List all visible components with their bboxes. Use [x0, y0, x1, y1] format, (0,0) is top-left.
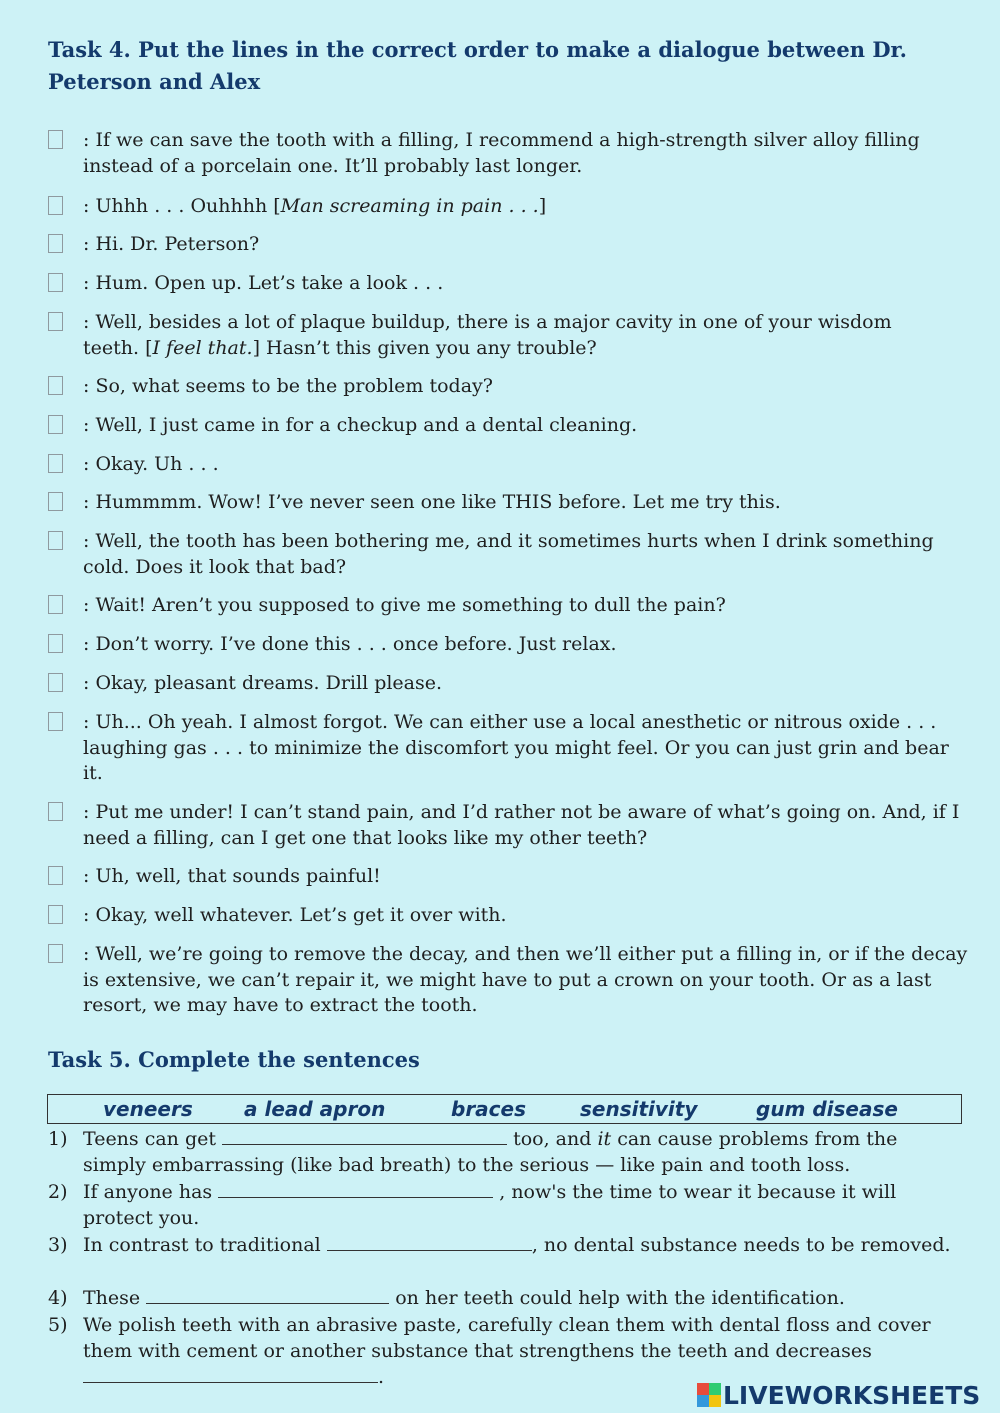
dialogue-text: : Okay. Uh . . . [83, 453, 219, 475]
dialogue-text: : Don’t worry. I’ve done this . . . once before. Just relax. [83, 633, 617, 655]
order-checkbox[interactable] [48, 492, 63, 511]
dialogue-text: : Uh... Oh yeah. I almost forgot. We can either use a local anesthetic or nitrous oxide . . . laughing gas . . . to minimize the discomfort you might feel. Or you can just grin and bear it. [83, 711, 949, 784]
sentence-text: We polish teeth with an abrasive paste, carefully clean them with dental floss and cover them with cement or another substance that strengthens the teeth and decreases . [83, 1314, 931, 1388]
order-checkbox[interactable] [48, 130, 63, 149]
order-checkbox[interactable] [48, 712, 63, 731]
answer-blank[interactable] [222, 1128, 507, 1145]
dialogue-text: : Hi. Dr. Peterson? [83, 233, 260, 255]
dialogue-text: : Okay, pleasant dreams. Drill please. [83, 672, 443, 694]
logo-mark-icon [697, 1383, 721, 1407]
order-checkbox[interactable] [48, 312, 63, 331]
order-checkbox[interactable] [48, 234, 63, 253]
order-checkbox[interactable] [48, 595, 63, 614]
sentence-number: 1) [48, 1128, 68, 1150]
dialogue-text: : Hummmm. Wow! I’ve never seen one like THIS before. Let me try this. [83, 491, 781, 513]
sentence-number: 2) [48, 1181, 68, 1203]
sentence-text: Teens can get too, and it can cause problems from the simply embarrassing (like bad breath) to the serious — like pain and tooth loss. [83, 1128, 898, 1176]
dialogue-text: : If we can save the tooth with a filling, I recommend a high-strength silver alloy filling instead of a porcelain one. It’ll probably last longer. [83, 129, 920, 177]
answer-blank[interactable] [327, 1234, 532, 1251]
order-checkbox[interactable] [48, 454, 63, 473]
logo-text: LIVEWORKSHEETS [723, 1380, 981, 1410]
dialogue-text: : Uh, well, that sounds painful! [83, 865, 381, 887]
sentence-number: 4) [48, 1287, 68, 1309]
answer-blank[interactable] [146, 1287, 389, 1304]
order-checkbox[interactable] [48, 944, 63, 963]
word-bank-item: sensitivity [580, 1097, 698, 1121]
sentence-number: 5) [48, 1314, 68, 1336]
word-bank-item: a lead apron [244, 1097, 386, 1121]
order-checkbox[interactable] [48, 802, 63, 821]
order-checkbox[interactable] [48, 196, 63, 215]
word-bank-item: gum disease [756, 1097, 898, 1121]
dialogue-text: : Put me under! I can’t stand pain, and I’d rather not be aware of what’s going on. And, if I need a filling, can I get one that looks like my other teeth? [83, 801, 960, 849]
task4-title: Task 4. Put the lines in the correct order to make a dialogue between Dr. Peterson and Alex [48, 37, 907, 94]
liveworksheets-logo [697, 1380, 980, 1410]
sentence-number: 3) [48, 1234, 68, 1256]
dialogue-text: : Hum. Open up. Let’s take a look . . . [83, 272, 444, 294]
dialogue-text: : Well, besides a lot of plaque buildup, there is a major cavity in one of your wisdom teeth. [I feel that.] Hasn’t this given you any trouble? [83, 311, 892, 359]
dialogue-text: : Okay, well whatever. Let’s get it over with. [83, 904, 507, 926]
word-bank-item: braces [451, 1097, 526, 1121]
order-checkbox[interactable] [48, 415, 63, 434]
order-checkbox[interactable] [48, 673, 63, 692]
answer-blank[interactable] [83, 1366, 378, 1383]
order-checkbox[interactable] [48, 634, 63, 653]
dialogue-text: : Uhhh . . . Ouhhhh [Man screaming in pain . . .] [83, 195, 547, 217]
order-checkbox[interactable] [48, 376, 63, 395]
word-bank [47, 1094, 962, 1124]
dialogue-text: : Well, I just came in for a checkup and a dental cleaning. [83, 414, 638, 436]
dialogue-text: : So, what seems to be the problem today? [83, 375, 493, 397]
order-checkbox[interactable] [48, 273, 63, 292]
task5-title: Task 5. Complete the sentences [48, 1047, 420, 1072]
answer-blank[interactable] [218, 1181, 493, 1198]
sentence-text: These on her teeth could help with the identification. [83, 1287, 845, 1309]
word-bank-item: veneers [103, 1097, 193, 1121]
order-checkbox[interactable] [48, 866, 63, 885]
dialogue-text: : Wait! Aren’t you supposed to give me something to dull the pain? [83, 594, 726, 616]
order-checkbox[interactable] [48, 905, 63, 924]
dialogue-text: : Well, the tooth has been bothering me, and it sometimes hurts when I drink something cold. Does it look that bad? [83, 530, 934, 578]
sentence-text: If anyone has , now's the time to wear it because it will protect you. [83, 1181, 897, 1229]
dialogue-text: : Well, we’re going to remove the decay, and then we’ll either put a filling in, or if the decay is extensive, we can’t repair it, we might have to put a crown on your tooth. Or as a last resort, we may have to extract the tooth. [83, 943, 968, 1016]
sentence-text: In contrast to traditional , no dental substance needs to be removed. [83, 1234, 951, 1256]
order-checkbox[interactable] [48, 531, 63, 550]
